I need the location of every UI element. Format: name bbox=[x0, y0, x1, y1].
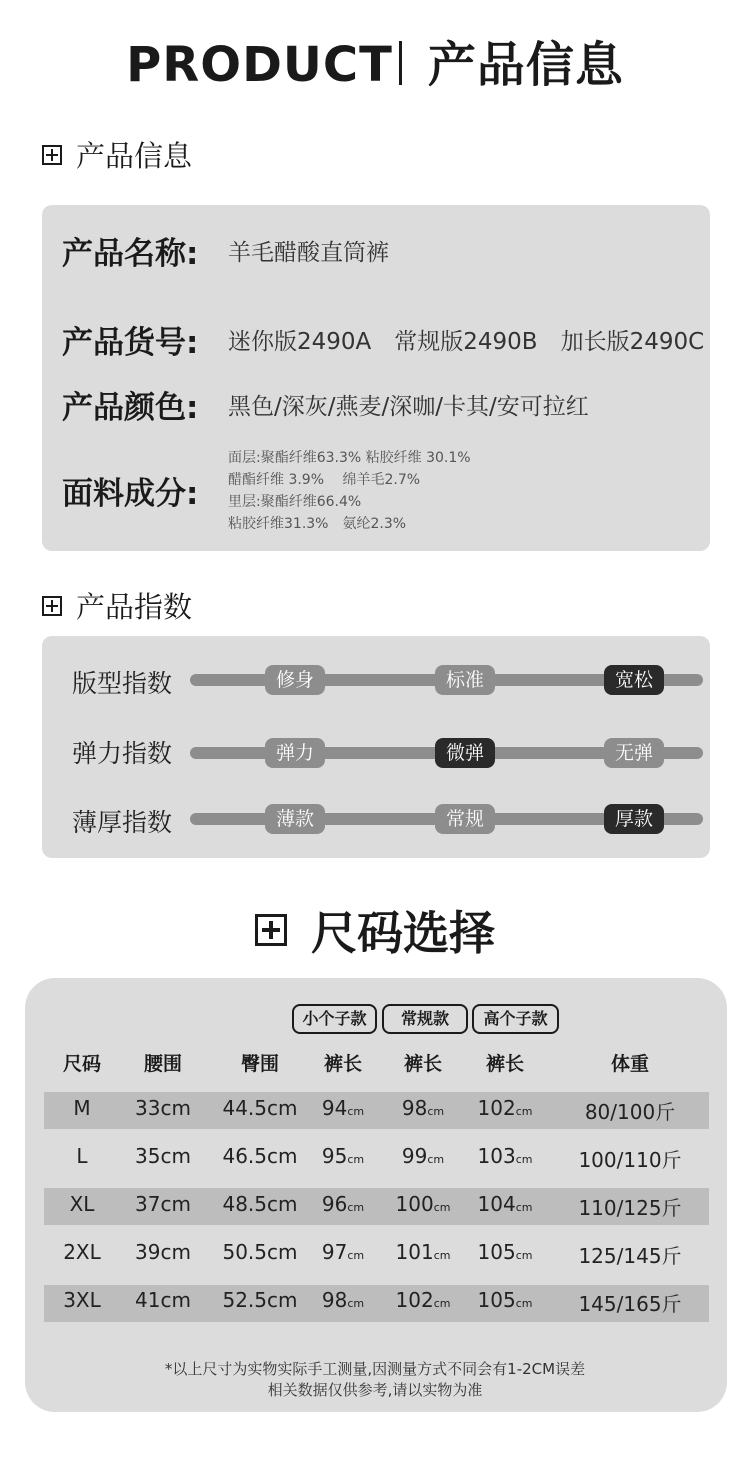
section-header-info bbox=[42, 134, 192, 175]
section-title-info: 产品信息 bbox=[76, 139, 193, 173]
cell-value: 37cm bbox=[135, 1192, 191, 1216]
cell-unit: cm bbox=[515, 1201, 533, 1214]
plus-square-icon bbox=[255, 914, 287, 946]
index-option: 厚款 bbox=[604, 804, 664, 834]
table-cell-waist bbox=[118, 1144, 208, 1168]
cell-value: 80/100斤 bbox=[584, 1100, 676, 1124]
color-label: 产品颜色: bbox=[62, 390, 199, 426]
cell-value: 102 bbox=[395, 1288, 434, 1312]
cell-unit: cm bbox=[433, 1249, 451, 1262]
fabric-line bbox=[228, 447, 471, 467]
cell-value: 3XL bbox=[63, 1288, 101, 1312]
badge-petite: 小个子款 bbox=[292, 1004, 377, 1034]
table-cell-len-t bbox=[474, 1192, 536, 1216]
table-cell-len-r bbox=[392, 1096, 454, 1120]
table-cell-hip bbox=[208, 1144, 312, 1168]
cell-value: 101 bbox=[395, 1240, 434, 1264]
cell-unit: cm bbox=[347, 1201, 365, 1214]
table-cell-len-r bbox=[392, 1240, 454, 1264]
sku-label: 产品货号: bbox=[62, 325, 199, 361]
index-option: 弹力 bbox=[265, 738, 325, 768]
table-header: 裤长 bbox=[323, 1053, 362, 1075]
cell-value: 100 bbox=[395, 1192, 434, 1216]
cell-value: 102 bbox=[477, 1096, 516, 1120]
table-cell-len-s bbox=[312, 1240, 374, 1264]
table-cell-weight bbox=[560, 1288, 700, 1317]
table-cell-len-s bbox=[312, 1192, 374, 1216]
cell-value: 100/110斤 bbox=[578, 1148, 682, 1172]
cell-value: 50.5cm bbox=[222, 1240, 298, 1264]
section-title-index: 产品指数 bbox=[76, 590, 193, 624]
size-section-title: 尺码选择 bbox=[311, 906, 495, 960]
fabric-line bbox=[228, 513, 406, 533]
cell-value: 98 bbox=[321, 1288, 348, 1312]
cell-value: 2XL bbox=[63, 1240, 101, 1264]
cell-value: 41cm bbox=[135, 1288, 191, 1312]
badge-tall: 高个子款 bbox=[472, 1004, 559, 1034]
table-cell-len-t bbox=[474, 1288, 536, 1312]
table-cell-hip bbox=[208, 1096, 312, 1120]
fabric-prefix: 面层: bbox=[228, 450, 261, 466]
table-cell-hip bbox=[208, 1192, 312, 1216]
table-cell-weight bbox=[560, 1096, 700, 1125]
badge-regular: 常规款 bbox=[382, 1004, 468, 1034]
table-cell-hip bbox=[208, 1240, 312, 1264]
cell-value: M bbox=[73, 1096, 91, 1120]
fabric-prefix: 里层: bbox=[228, 494, 261, 510]
cell-value: 105 bbox=[477, 1288, 516, 1312]
cell-value: 94 bbox=[321, 1096, 348, 1120]
table-cell-waist bbox=[118, 1192, 208, 1216]
table-cell-waist bbox=[118, 1240, 208, 1264]
table-cell-waist bbox=[118, 1096, 208, 1120]
cell-unit: cm bbox=[347, 1153, 365, 1166]
color-value: 黑色/深灰/燕麦/深咖/卡其/安可拉红 bbox=[228, 394, 589, 420]
cell-value: 98 bbox=[401, 1096, 428, 1120]
cell-unit: cm bbox=[515, 1153, 533, 1166]
cell-unit: cm bbox=[515, 1249, 533, 1262]
cell-unit: cm bbox=[347, 1297, 365, 1310]
index-option: 标准 bbox=[435, 665, 495, 695]
cell-value: 35cm bbox=[135, 1144, 191, 1168]
name-value: 羊毛醋酸直筒裤 bbox=[228, 240, 389, 266]
table-header: 腰围 bbox=[143, 1053, 182, 1075]
table-cell-len-s bbox=[312, 1096, 374, 1120]
index-label-thickness: 薄厚指数 bbox=[72, 808, 173, 837]
page-title-cn: 产品信息 bbox=[427, 37, 624, 93]
cell-value: 99 bbox=[401, 1144, 428, 1168]
cell-value: 97 bbox=[321, 1240, 348, 1264]
fabric-text: 粘胶纤维31.3% 氨纶2.3% bbox=[228, 516, 407, 532]
size-note: 相关数据仅供参考,请以实物为准 bbox=[267, 1381, 483, 1399]
table-cell-waist bbox=[118, 1288, 208, 1312]
cell-unit: cm bbox=[515, 1297, 533, 1310]
name-label: 产品名称: bbox=[62, 236, 199, 272]
index-option: 无弹 bbox=[604, 738, 664, 768]
cell-value: 103 bbox=[477, 1144, 516, 1168]
index-label-fit: 版型指数 bbox=[72, 669, 173, 698]
cell-value: 48.5cm bbox=[222, 1192, 298, 1216]
cell-value: L bbox=[76, 1144, 88, 1168]
table-cell-size bbox=[46, 1144, 118, 1168]
size-note: *以上尺寸为实物实际手工测量,因测量方式不同会有1-2CM误差 bbox=[164, 1360, 586, 1378]
plus-square-icon bbox=[42, 145, 62, 165]
index-option: 宽松 bbox=[604, 665, 664, 695]
index-option: 修身 bbox=[265, 665, 325, 695]
table-header: 尺码 bbox=[62, 1053, 101, 1075]
cell-unit: cm bbox=[427, 1105, 445, 1118]
table-cell-len-r bbox=[392, 1192, 454, 1216]
table-cell-size bbox=[46, 1096, 118, 1120]
index-option: 薄款 bbox=[265, 804, 325, 834]
plus-square-icon bbox=[42, 596, 62, 616]
page-title-en: PRODUCT bbox=[126, 37, 393, 93]
fabric-text: 聚酯纤维63.3% 粘胶纤维 30.1% bbox=[260, 450, 471, 466]
table-header: 体重 bbox=[610, 1053, 649, 1075]
table-header: 裤长 bbox=[403, 1053, 442, 1075]
size-section-header bbox=[0, 897, 750, 963]
index-option: 常规 bbox=[435, 804, 495, 834]
cell-unit: cm bbox=[347, 1105, 365, 1118]
table-cell-weight bbox=[560, 1240, 700, 1269]
table-cell-len-r bbox=[392, 1288, 454, 1312]
cell-unit: cm bbox=[515, 1105, 533, 1118]
index-option: 微弹 bbox=[435, 738, 495, 768]
cell-value: 44.5cm bbox=[222, 1096, 298, 1120]
table-cell-weight bbox=[560, 1192, 700, 1221]
cell-value: 96 bbox=[321, 1192, 348, 1216]
table-cell-len-s bbox=[312, 1144, 374, 1168]
fabric-text: 聚酯纤维66.4% bbox=[260, 494, 362, 510]
fabric-line bbox=[228, 491, 361, 511]
table-cell-len-t bbox=[474, 1240, 536, 1264]
cell-value: 39cm bbox=[135, 1240, 191, 1264]
table-cell-hip bbox=[208, 1288, 312, 1312]
table-cell-weight bbox=[560, 1144, 700, 1173]
fabric-line bbox=[228, 469, 420, 489]
cell-value: 110/125斤 bbox=[578, 1196, 682, 1220]
table-cell-len-t bbox=[474, 1144, 536, 1168]
sku-value: 迷你版2490A 常规版2490B 加长版2490C bbox=[228, 329, 705, 355]
table-cell-len-r bbox=[392, 1144, 454, 1168]
cell-unit: cm bbox=[433, 1297, 451, 1310]
fabric-text: 醋酯纤维 3.9% 绵羊毛2.7% bbox=[228, 472, 421, 488]
fabric-label: 面料成分: bbox=[62, 476, 199, 512]
cell-unit: cm bbox=[347, 1249, 365, 1262]
cell-value: XL bbox=[69, 1192, 95, 1216]
cell-value: 125/145斤 bbox=[578, 1244, 682, 1268]
table-header: 臀围 bbox=[240, 1053, 279, 1075]
index-label-stretch: 弹力指数 bbox=[72, 739, 173, 768]
title-divider bbox=[399, 41, 402, 85]
table-cell-len-t bbox=[474, 1096, 536, 1120]
page-title bbox=[0, 26, 750, 95]
cell-value: 95 bbox=[321, 1144, 348, 1168]
cell-value: 104 bbox=[477, 1192, 516, 1216]
cell-value: 46.5cm bbox=[222, 1144, 298, 1168]
cell-value: 105 bbox=[477, 1240, 516, 1264]
section-header-index bbox=[42, 585, 192, 626]
cell-value: 33cm bbox=[135, 1096, 191, 1120]
cell-unit: cm bbox=[433, 1201, 451, 1214]
table-header: 裤长 bbox=[485, 1053, 524, 1075]
cell-value: 145/165斤 bbox=[578, 1292, 682, 1316]
table-cell-size bbox=[46, 1288, 118, 1312]
table-cell-size bbox=[46, 1240, 118, 1264]
table-cell-len-s bbox=[312, 1288, 374, 1312]
cell-value: 52.5cm bbox=[222, 1288, 298, 1312]
cell-unit: cm bbox=[427, 1153, 445, 1166]
table-cell-size bbox=[46, 1192, 118, 1216]
